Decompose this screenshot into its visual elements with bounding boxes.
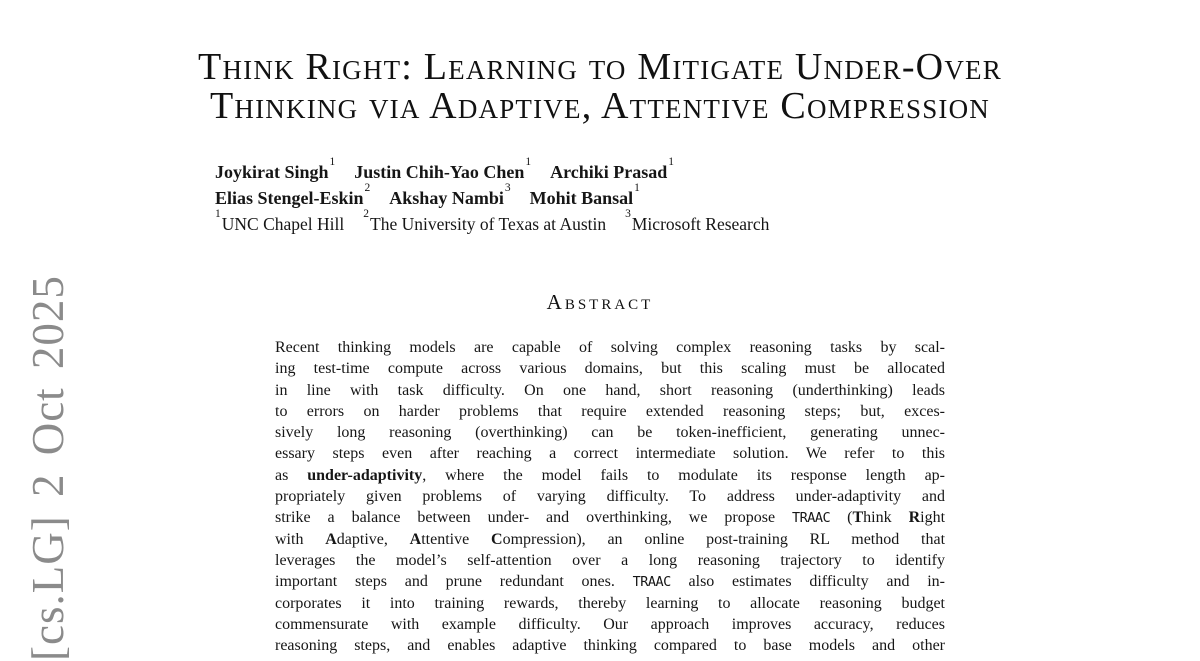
abstract-text: corporates it into training rewards, thereby learning to allocate reasoning budget bbox=[275, 594, 945, 612]
author-name: Mohit Bansal$^1$ bbox=[529, 181, 640, 208]
abstract-text: A bbox=[409, 530, 422, 548]
abstract-text: ing test-time compute across various domains, but this scaling must be allocated bbox=[275, 360, 945, 378]
arxiv-watermark: [cs.LG] 2 Oct 2025 bbox=[23, 275, 73, 661]
abstract-text: ight bbox=[920, 509, 946, 527]
abstract-text: as bbox=[275, 466, 308, 484]
abstract-text: A bbox=[325, 530, 337, 548]
abstract-text: reasoning steps, and enables adaptive thinking compared to base models and other bbox=[275, 637, 945, 655]
affiliation: $^3$Microsoft Research bbox=[625, 207, 770, 234]
abstract-line bbox=[275, 358, 945, 379]
abstract-text: commensurate with example difficulty. Our approach improves accuracy, reduces bbox=[275, 615, 945, 633]
abstract-text: hink bbox=[863, 509, 909, 527]
abstract-text: C bbox=[491, 530, 503, 548]
abstract-text: strike a balance between under- and overthinking, we propose bbox=[275, 509, 793, 527]
abstract-line bbox=[275, 529, 945, 550]
paper-title bbox=[0, 48, 1200, 126]
abstract-text: ompression), an online post-training RL method that bbox=[502, 530, 946, 548]
abstract-text: ttentive bbox=[421, 530, 491, 548]
author-name: Archiki Prasad$^1$ bbox=[550, 155, 675, 182]
authors-block bbox=[215, 155, 788, 237]
abstract-body bbox=[275, 337, 945, 656]
affiliations bbox=[215, 207, 788, 237]
abstract-line bbox=[275, 635, 945, 656]
abstract-line bbox=[275, 507, 945, 528]
affiliation-superscript: 2 bbox=[363, 207, 369, 220]
abstract-text: to errors on harder problems that require extended reasoning steps; but, exces- bbox=[275, 402, 945, 420]
abstract-line bbox=[275, 380, 945, 401]
abstract-text: leverages the model’s self-attention over a long reasoning trajectory to identify bbox=[275, 551, 945, 569]
abstract-text: under-adaptivity bbox=[307, 466, 423, 484]
abstract-line bbox=[275, 614, 945, 635]
abstract-heading: Abstract bbox=[546, 290, 654, 314]
author-name: Akshay Nambi$^3$ bbox=[389, 181, 511, 208]
affiliation: $^1$UNC Chapel Hill bbox=[215, 207, 345, 234]
abstract-line bbox=[275, 443, 945, 464]
abstract-line bbox=[275, 550, 945, 571]
paper-title-line1: Think Right: Learning to Mitigate Under-Over bbox=[198, 46, 1002, 88]
abstract-text: R bbox=[908, 509, 921, 527]
abstract-text: also estimates difficulty and in- bbox=[670, 573, 946, 591]
abstract-text: Recent thinking models are capable of solving complex reasoning tasks by scal- bbox=[275, 339, 945, 356]
abstract-line bbox=[275, 465, 945, 486]
abstract-line bbox=[275, 571, 945, 592]
affiliation-superscript: 1 bbox=[215, 207, 221, 220]
author-name: Joykirat Singh$^1$ bbox=[215, 155, 336, 182]
abstract-line bbox=[275, 422, 945, 443]
method-name-text: TRAAC bbox=[792, 510, 831, 527]
author-name: Elias Stengel-Eskin$^2$ bbox=[215, 181, 371, 208]
abstract-text: sively long reasoning (overthinking) can be token-inefficient, generating unnec- bbox=[275, 424, 945, 442]
method-name-text: TRAAC bbox=[632, 574, 671, 591]
author-affiliation-superscript: 1 bbox=[668, 155, 675, 168]
abstract-text: , where the model fails to modulate its response length ap- bbox=[422, 466, 946, 484]
author-affiliation-superscript: 2 bbox=[364, 181, 371, 194]
affiliation-superscript: 3 bbox=[625, 207, 631, 220]
affiliation: $^2$The University of Texas at Austin bbox=[363, 207, 607, 234]
abstract-line bbox=[275, 593, 945, 614]
author-row bbox=[215, 181, 788, 211]
abstract-text: T bbox=[852, 509, 864, 527]
author-affiliation-superscript: 1 bbox=[634, 181, 640, 194]
abstract-text: important steps and prune redundant ones. bbox=[275, 573, 633, 591]
abstract-text: in line with task difficulty. On one hand, short reasoning (underthinking) leads bbox=[275, 381, 945, 399]
author-row bbox=[215, 155, 788, 185]
abstract-line bbox=[275, 401, 945, 422]
author-affiliation-superscript: 1 bbox=[525, 155, 532, 168]
paper-title-line2: Thinking via Adaptive, Attentive Compression bbox=[210, 85, 990, 127]
author-affiliation-superscript: 3 bbox=[504, 181, 511, 194]
author-affiliation-superscript: 1 bbox=[329, 155, 336, 168]
abstract-text: ( bbox=[830, 509, 853, 527]
abstract-text: with bbox=[275, 530, 326, 548]
abstract-text: essary steps even after reaching a correct intermediate solution. We refer to this bbox=[275, 445, 945, 463]
author-name: Justin Chih-Yao Chen$^1$ bbox=[354, 155, 532, 182]
abstract-text: daptive, bbox=[336, 530, 410, 548]
abstract-line bbox=[275, 337, 945, 358]
abstract-text: propriately given problems of varying difficulty. To address under-adaptivity and bbox=[275, 488, 945, 506]
abstract-line bbox=[275, 486, 945, 507]
